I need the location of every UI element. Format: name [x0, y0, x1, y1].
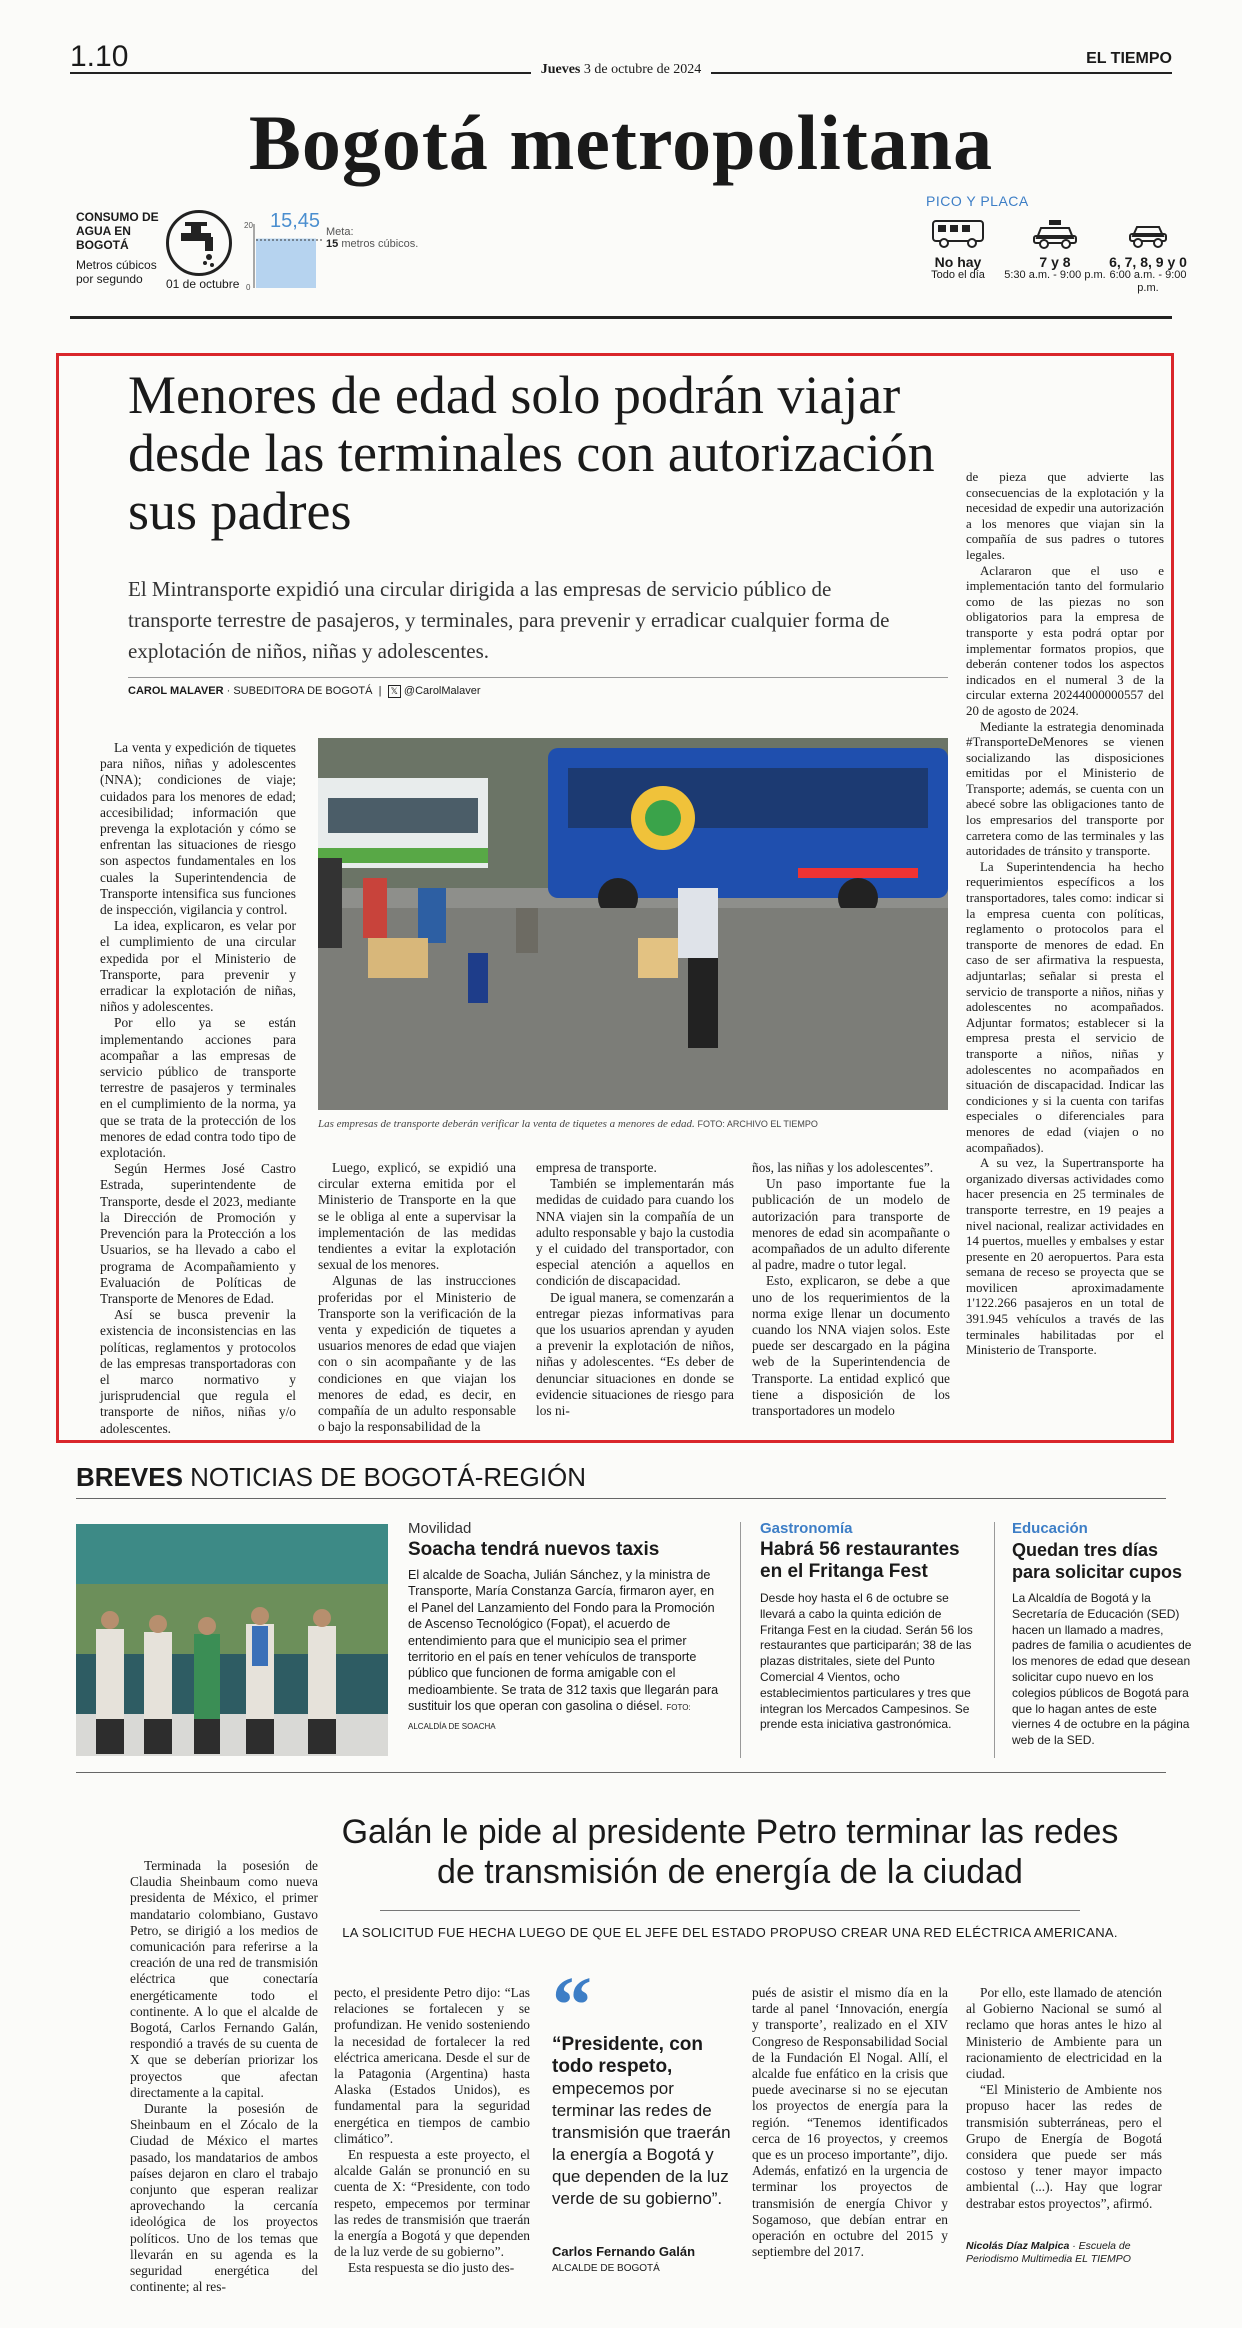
- bottom-col-4: [966, 1985, 1162, 2212]
- quote-mark-icon: “: [552, 1962, 592, 2050]
- bottom-col2-p2: En respuesta a este proyecto, el alcalde Galán se pronunció en su cuenta de X: “Presidente, con todo respeto, empecemos por terminar las redes de transmisión que traerán la energía a Bogotá y que dependen de la luz verde de su gobierno”.: [334, 2147, 530, 2260]
- pico-plates-3: 6, 7, 8, 9 y 0: [1109, 254, 1187, 270]
- main-col5-p4: La Superintendencia ha hecho requerimientos específicos a los transportadores, tales como: indicar si la empresa cuenta con políticas, reglamento o protocolos para el transporte de menores de edad. En caso de ser afirmativa la respuesta, adjuntarlas; señalar si presta el servicio de transporte a niños, niñas y adolescentes no acompañados. Adjuntar formatos; establecer si la empresa presta el servicio de transporte a niños, niñas y adolescentes no acompañados en situación de discapacidad. Indicar las condiciones y si la cuenta con tarifas especiales o diferenciales para menores de edad (viajen o no acompañados).: [966, 859, 1164, 1155]
- brief-2-body: Desde hoy hasta el 6 de octubre se llevará a cabo la quinta edición de Fritanga Fest en la ciudad. Serán 56 los restaurantes que participarán; 38 de las plazas distritales, siete del Punto Comercial 4 Vientos, ocho establecimientos particulares y tres que integran los Mercados Campesinos. Se prende esta iniciativa gastronómica.: [760, 1591, 973, 1732]
- brief-soacha: [408, 1520, 726, 1735]
- signoff-role: · Escuela de Periodismo Multimedia EL TIEMPO: [966, 2240, 1131, 2265]
- taxi-icon: [1031, 218, 1079, 250]
- bottom-col2-p3: Esta respuesta se dio justo des-: [348, 2260, 515, 2276]
- breves-rest: NOTICIAS DE BOGOTÁ-REGIÓN: [190, 1462, 586, 1492]
- header-bottom-rule: [70, 316, 1172, 319]
- bus-icon: [930, 218, 986, 250]
- brief-1-credit: FOTO: ALCALDÍA DE SOACHA: [408, 1703, 691, 1731]
- breves-bold: BREVES: [76, 1462, 183, 1492]
- water-gauge: [244, 222, 324, 292]
- main-col4-p3: Esto, explicaron, se debe a que uno de los requerimientos de la norma exige llenar un documento cuando los NNA viajen solos. Este puede ser descargado en la página web de la Superintendencia de Transporte. La entidad explicó que tiene a disposición de los transportadores un modelo: [752, 1273, 950, 1419]
- byline-rule: [128, 677, 948, 678]
- brief-3-kicker: Educación: [1012, 1520, 1088, 1537]
- pico-placa-car: [1108, 218, 1188, 295]
- main-col-3: [536, 1160, 734, 1419]
- brief-3-body: La Alcaldía de Bogotá y la Secretaría de Educación (SED) hacen un llamado a madres, padres de familia o acudientes de los menores de edad que desean solicitar cupo nuevo en los colegios públicos de Bogotá para que lo hagan antes de este viernes 4 de octubre en la página web de la SED.: [1012, 1591, 1192, 1748]
- main-article-byline: CAROL MALAVER · SUBEDITORA DE BOGOTÁ | 𝕏 @CarolMalaver: [128, 685, 481, 697]
- water-date: 01 de octubre: [166, 277, 240, 291]
- pull-quote: [552, 2034, 732, 2210]
- breves-heading: [76, 1462, 586, 1493]
- main-col1-p2: La idea, explicaron, es velar por el cumplimiento de una circular expedida por el Ministerio de Transporte, para prevenir y erradicar la explotación de niñas, niños y adolescentes.: [100, 918, 296, 1015]
- quote-author-role: ALCALDE DE BOGOTÁ: [552, 2263, 660, 2274]
- brief-1-kicker: Movilidad: [408, 1520, 472, 1537]
- pico-placa-title: PICO Y PLACA: [926, 193, 1029, 209]
- photo-credit: FOTO: ARCHIVO EL TIEMPO: [697, 1119, 818, 1129]
- pico-placa-taxi: [1000, 218, 1110, 282]
- brief-divider-1: [740, 1522, 741, 1758]
- bottom-article-title: Galán le pide al presidente Petro terminar las redes de transmisión de energía de la ciudad: [341, 1813, 1119, 1891]
- bottom-col4-p1: Por ello, este llamado de atención al Gobierno Nacional se sumó al reclamo que horas antes le hizo al Ministerio de Ambiente para un racionamiento de electricidad en la ciudad.: [966, 1985, 1162, 2082]
- bottom-article-dek: LA SOLICITUD FUE HECHA LUEGO DE QUE EL JEFE DEL ESTADO PROPUSO CREAR UNA RED ELÉCTRICA AMERICANA.: [342, 1925, 1118, 1940]
- bottom-col-1: [130, 1858, 318, 2295]
- main-col-1: [100, 740, 296, 1437]
- author-handle: @CarolMalaver: [403, 685, 481, 697]
- issue-date: [0, 62, 1242, 78]
- water-value: 15,45: [270, 210, 321, 232]
- brief-divider-2: [994, 1522, 995, 1758]
- section-title: Bogotá metropolitana: [248, 99, 994, 186]
- bottom-col-2: [334, 1985, 530, 2277]
- main-col4-p1: ños, las niñas y los adolescentes”.: [752, 1160, 934, 1175]
- brief-fritanga: [760, 1520, 978, 1733]
- soacha-photo: [76, 1524, 388, 1756]
- water-level-fill: [256, 239, 316, 288]
- brief-3-title: Quedan tres días para solicitar cupos: [1012, 1540, 1183, 1582]
- brief-educacion: [1012, 1520, 1194, 1749]
- main-col4-p2: Un paso importante fue la publicación de un modelo de autorización para transporte de menores de edad sin acompañante o acompañados de un adulto diferente al padre, madre o tutor legal.: [752, 1176, 950, 1273]
- main-col3-p2: También se implementarán más medidas de cuidado para cuando los NNA viajen sin la compañía de un adulto responsable y bajo la custodia y el cuidado del transportador, con especial atención a aquellos en condición de discapacidad.: [536, 1176, 734, 1289]
- brief-2-title: Habrá 56 restaurantes en el Fritanga Fest: [760, 1539, 960, 1582]
- breves-rule: [76, 1498, 1166, 1499]
- water-sub: Metros cúbicos por segundo: [76, 258, 157, 286]
- water-tap-icon: [166, 210, 232, 276]
- quote-author-name: Carlos Fernando Galán: [552, 2244, 696, 2259]
- bottom-col1-p2: Durante la posesión de Sheinbaum en el Zócalo de la Ciudad de México el martes pasado, los mandatarios de ambos países dejaron en claro el trabajo conjunto que esperan realizar aprovechando la cercanía ideológica de los proyectos políticos. Uno de los temas que llevarán en su agenda es la seguridad energética del continente; al res-: [130, 2101, 318, 2295]
- main-col1-p3: Por ello ya se están implementando acciones para acompañar a las empresas de servicio público de transporte terrestre de pasajeros y terminales en el cumplimiento de la norma, ya que se trata de la protección de los menores de edad contra todo tipo de explotación.: [100, 1015, 296, 1161]
- author-role: · SUBEDITORA DE BOGOTÁ: [226, 685, 373, 697]
- main-col5-p5: A su vez, la Supertransporte ha organizado diversas actividades como hacer presencia en 25 terminales de transporte terrestre, en 19 peajes a nivel nacional, realizar actividades en 14 puertos, muelles y embalses y estar presente en 20 aeropuertos. Para esta semana de receso se proyecta que se movilicen aproximadamente 1'122.266 pasajeros en un total de 391.945 vehículos a través de las terminales habilitadas por el Ministerio de Transporte.: [966, 1156, 1164, 1358]
- pico-hours-3: 6:00 a.m. - 9:00 p.m.: [1109, 269, 1187, 294]
- brief-1-body: [408, 1567, 726, 1735]
- bottom-col1-p1: Terminada la posesión de Claudia Sheinbaum como nueva presidenta de México, el primer mandatario colombiano, Gustavo Petro, se dirigió a los medios de comunicación para referirse a la creación de una red de transmisión eléctrica que conectaría energéticamente todo el continente. A lo que el alcalde de Bogotá, Carlos Fernando Galán, respondió a través de su cuenta de X que se deberían priorizar los proyectos que afectan directamente a la capital.: [130, 1858, 318, 2100]
- main-col-4: [752, 1160, 950, 1419]
- main-article-dek: El Mintransporte expidió una circular dirigida a las empresas de servicio público de transporte terrestre de pasajeros, y terminales, para prevenir y erradicar cualquier forma de explotación de niños, niñas y adolescentes.: [128, 577, 890, 663]
- water-meta: [326, 226, 418, 250]
- issue-date-text: 3 de octubre de 2024: [583, 62, 702, 77]
- water-axis-bottom: 0: [246, 283, 251, 292]
- page-number: 1.10: [70, 40, 129, 73]
- pull-quote-author: [552, 2244, 732, 2274]
- main-col5-p3: Mediante la estrategia denominada #TransporteDeMenores se vienen socializando las disposiciones emitidas por el Ministerio de Transporte; además, se cuenta con un abecé sobre las obligaciones tanto de los empresarios del transporte por carretera como de las terminales y las autoridades de tránsito y transporte.: [966, 719, 1164, 859]
- photo-caption-text: Las empresas de transporte deberán verificar la venta de tiquetes a menores de edad.: [318, 1118, 695, 1130]
- brief-2-kicker: Gastronomía: [760, 1520, 853, 1537]
- brand-name: EL TIEMPO: [1078, 50, 1172, 68]
- water-axis-top: 20: [244, 222, 253, 230]
- main-col3-p1: empresa de transporte.: [536, 1160, 657, 1175]
- issue-day: Jueves: [540, 62, 581, 77]
- main-col2-p1: Luego, explicó, se expidió una circular externa emitida por el Ministerio de Transporte en la que se le obliga al ente a supervisar la implementación de las medidas tendientes a evitar la explotación sexual de los menores.: [318, 1160, 516, 1273]
- x-logo-icon: 𝕏: [388, 685, 401, 698]
- pico-hours-1: Todo el día: [931, 269, 985, 281]
- brief-1-text: El alcalde de Soacha, Julián Sánchez, y la ministra de Transporte, María Constanza García, firmaron ayer, en el Panel del Lanzamiento del Fondo para la Promoción de Ascenso Tecnológico (Fopat), el acuerdo de entendimiento para que el municipio sea el primer territorio en el país en tener vehículos de transporte público que funcionen de forma amigable con el medioambiente. Se trata de 312 taxis que llegarán para sustituir los que operan con gasolina o diésel.: [408, 1568, 719, 1714]
- pico-hours-2: 5:30 a.m. - 9:00 p.m.: [1004, 269, 1106, 281]
- bottom-article-signoff: [966, 2240, 1166, 2266]
- main-col1-p4: Según Hermes José Castro Estrada, superintendente de Transporte, desde el 2023, mediante la Dirección de Promoción y Prevención para la Protección a los Usuarios, se ha llevado a cabo el programa de Acompañamiento y Evaluación de Políticas de Transporte de Menores de Edad.: [100, 1161, 296, 1306]
- main-col-5: [966, 470, 1164, 1359]
- main-col5-p1: de pieza que advierte las consecuencias de la explotación y la necesidad de expedir una autorización a los menores que viajan sin la compañía de sus padres o tutores legales.: [966, 470, 1164, 562]
- main-article-title: Menores de edad solo podrán viajar desde las terminales con autorización sus padres: [128, 365, 935, 541]
- bottom-article-rule: [76, 1772, 1166, 1773]
- main-col2-p2: Algunas de las instrucciones proferidas por el Ministerio de Transporte son la verificación de la venta y expedición de tiquetes a usuarios menores de edad que viajen con o sin acompañante y de las condiciones en que viajan los menores de edad, es decir, en compañía de un adulto responsable o bajo la responsabilidad de la: [318, 1273, 516, 1435]
- water-meta-label: Meta:: [326, 226, 354, 238]
- bottom-dek-rule: [380, 1910, 1080, 1911]
- photo-caption: [318, 1118, 948, 1130]
- main-col1-p1: La venta y expedición de tiquetes para niños, niñas y adolescentes (NNA); condiciones de viaje; cuidados para los menores de edad; accesibilidad; información que prevenga la explotación y cómo se enfrentan las situaciones de riesgo son aspectos fundamentales en los cuales la Superintendencia de Transporte intensifica sus funciones de inspección, vigilancia y control.: [100, 740, 296, 918]
- water-label: [76, 210, 166, 252]
- main-article-photo: [318, 738, 948, 1110]
- main-col5-p2: Aclararon que el uso e implementación tanto del formulario como de las piezas no son obligatorios para la empresa de transporte y esta podrá optar por implementar formatos propios, que deberán contener todos los aspectos indicados en el numeral 3 de la circular externa 20244000000557 del 20 de agosto de 2024.: [966, 563, 1164, 718]
- water-meta-value: 15: [326, 238, 339, 250]
- water-meta-unit: metros cúbicos.: [341, 238, 419, 250]
- author-name: CAROL MALAVER: [128, 685, 224, 697]
- bottom-col3-p1: pués de asistir el mismo día en la tarde al panel ‘Innovación, energía y transporte’, realizado en el XIV Congreso de Responsabilidad Social de la Fundación El Nogal. Allí, el alcalde fue enfático en la crisis que puede avecinarse si no se ejecutan los proyectos de energía para la región. “Tenemos identificados cerca de 16 proyectos, y creemos que es un proceso importante”, dijo. Además, enfatizó en la urgencia de terminar los proyectos de transmisión de energía Chivor y Sogamoso, que debían entrar en operación en octubre del 2015 y septiembre del 2017.: [752, 1985, 948, 2260]
- pico-plates-2: 7 y 8: [1039, 254, 1071, 270]
- main-col-2: [318, 1160, 516, 1435]
- bottom-col-3: [752, 1985, 948, 2260]
- water-label-text: CONSUMO DE AGUA EN BOGOTÁ: [76, 210, 159, 252]
- main-col1-p5: Así se busca prevenir la existencia de inconsistencias en las políticas, reglamentos y protocolos de las empresas transportadoras con el marco normativo y jurisprudencial que regula el transporte de niños, niñas y/o adolescentes.: [100, 1307, 296, 1436]
- pull-quote-rest: empecemos por terminar las redes de transmisión que traerán la energía a Bogotá y que dependen de la luz verde de su gobierno”.: [552, 2079, 731, 2208]
- main-col3-p3: De igual manera, se comenzarán a entregar piezas informativas para que los usuarios aprendan y ayuden a prevenir la explotación de niños, niñas y adolescentes. “Es deber de denunciar situaciones en donde se evidencie situaciones de riesgo para los ni-: [536, 1289, 734, 1419]
- pico-placa-bus: [918, 218, 998, 282]
- car-icon: [1127, 218, 1169, 250]
- bottom-col2-p1: pecto, el presidente Petro dijo: “Las relaciones se fortalecen y se profundizan. He venido sosteniendo la necesidad de fortalecer la red eléctrica americana. Desde el sur de la Patagonia (Argentina) hasta Alaska (Estados Unidos), es fundamental para la seguridad energética en tiempos de cambio climático”.: [334, 1985, 530, 2146]
- bottom-col4-p2: “El Ministerio de Ambiente nos propuso hacer las redes de transmisión subterráneas, pero el Grupo de Energía de Bogotá considera que puede ser más costoso y tener mayor impacto ambiental (...). Hay que lograr destrabar estos proyectos”, afirmó.: [966, 2082, 1162, 2211]
- brief-1-title: Soacha tendrá nuevos taxis: [408, 1539, 660, 1560]
- pico-plates-1: No hay: [934, 254, 982, 270]
- pull-quote-lead: “Presidente, con todo respeto,: [552, 2034, 703, 2077]
- signoff-name: Nicolás Díaz Malpica: [966, 2240, 1070, 2252]
